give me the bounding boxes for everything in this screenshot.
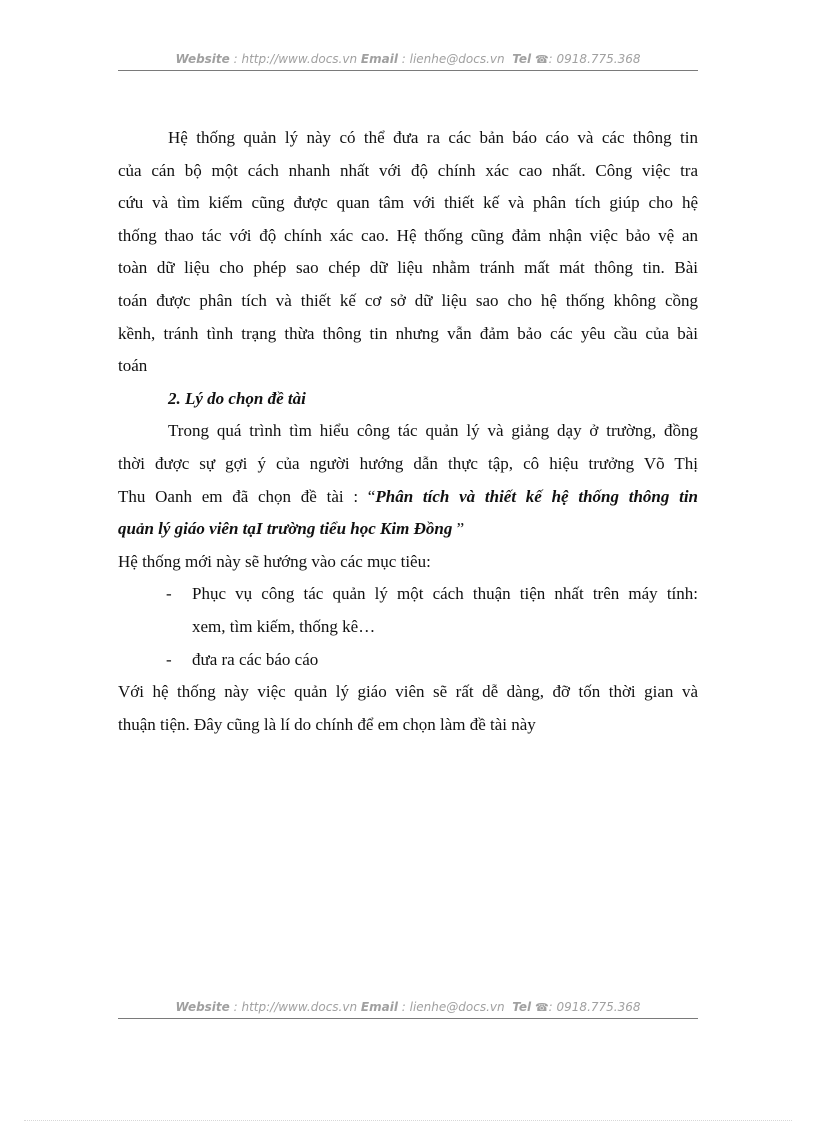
- list-item: [118, 644, 698, 677]
- telephone-icon: ☎: [534, 1001, 549, 1014]
- footer-website-value: : http://www.docs.vn: [233, 1000, 358, 1014]
- paragraph-reason-line-4: [118, 513, 698, 546]
- header-email-label: Email: [360, 52, 398, 66]
- bullet-line: xem, tìm kiếm, thống kê…: [192, 616, 376, 636]
- paragraph-intro-line-5: toàn dữ liệu cho phép sao chép dữ liệu nhằm tránh mất mát thông tin. Bài: [118, 258, 698, 278]
- header-website-label: Website: [175, 52, 230, 66]
- footer-website-label: Website: [175, 1000, 230, 1014]
- page-edge-divider: [24, 1120, 792, 1121]
- paragraph-intro-line-8: toán: [118, 356, 148, 376]
- header-tel-label: Tel: [512, 52, 532, 66]
- paragraph-conclusion-line-1: Với hệ thống này việc quản lý giáo viên sẽ rất dễ dàng, đỡ tốn thời gian và: [118, 682, 698, 702]
- paragraph-intro-line-4: thống thao tác với độ chính xác cao. Hệ thống cũng đảm nhận việc bảo vệ an: [118, 225, 698, 245]
- reason-prefix: Thu Oanh em đã chọn đề tài : “: [118, 486, 376, 506]
- header-email-value: : lienhe@docs.vn: [401, 52, 505, 66]
- paragraph-reason-line-1: Trong quá trình tìm hiểu công tác quản lý và giảng dạy ở trường, đồng: [168, 421, 698, 441]
- telephone-icon: ☎: [534, 53, 549, 66]
- bullet-dash: -: [166, 649, 172, 669]
- topic-title-part-2: quản lý giáo viên tạI trường tiểu học Kim Đồng: [118, 519, 453, 539]
- paragraph-reason-line-3: [118, 481, 698, 514]
- bullet-line: đưa ra các báo cáo: [192, 649, 319, 669]
- bullet-line: Phục vụ công tác quản lý một cách thuận tiện nhất trên máy tính:: [192, 584, 698, 604]
- footer-email-value: : lienhe@docs.vn: [401, 1000, 505, 1014]
- footer-tel-label: Tel: [512, 1000, 532, 1014]
- paragraph-intro-line-6: toán được phân tích và thiết kế cơ sở dữ liệu sao cho hệ thống không cồng: [118, 290, 698, 310]
- header-website-value: : http://www.docs.vn: [233, 52, 358, 66]
- paragraph-intro-line-7: kềnh, tránh tình trạng thừa thông tin nhưng vẫn đảm bảo các yêu cầu của bài: [118, 323, 698, 343]
- paragraph-goals: Hệ thống mới này sẽ hướng vào các mục tiêu:: [118, 551, 431, 571]
- document-body: [118, 122, 698, 741]
- header-tel-value: : 0918.775.368: [548, 52, 641, 66]
- page-footer: [118, 1000, 698, 1019]
- paragraph-intro-line-3: cứu và tìm kiếm cũng được quan tâm với thiết kế và phân tích giúp cho hệ: [118, 193, 698, 213]
- paragraph-reason-line-2: thời được sự gợi ý của người hướng dẫn thực tập, cô hiệu trưởng Võ Thị: [118, 453, 698, 473]
- reason-suffix: ”: [452, 519, 465, 539]
- section-heading: 2. Lý do chọn đề tài: [168, 388, 306, 408]
- page-header: [118, 52, 698, 71]
- paragraph-conclusion-line-2: thuận tiện. Đây cũng là lí do chính để em chọn làm đề tài này: [118, 714, 536, 734]
- paragraph-intro-line-2: của cán bộ một cách nhanh nhất với độ chính xác cao nhất. Công việc tra: [118, 160, 698, 180]
- topic-title-part-1: Phân tích và thiết kế hệ thống thông tin: [375, 486, 699, 506]
- paragraph-intro-line-1: Hệ thống quản lý này có thể đưa ra các bản báo cáo và các thông tin: [168, 128, 698, 147]
- footer-email-label: Email: [360, 1000, 398, 1014]
- list-item: [118, 578, 698, 643]
- bullet-dash: -: [166, 584, 172, 604]
- footer-tel-value: : 0918.775.368: [548, 1000, 641, 1014]
